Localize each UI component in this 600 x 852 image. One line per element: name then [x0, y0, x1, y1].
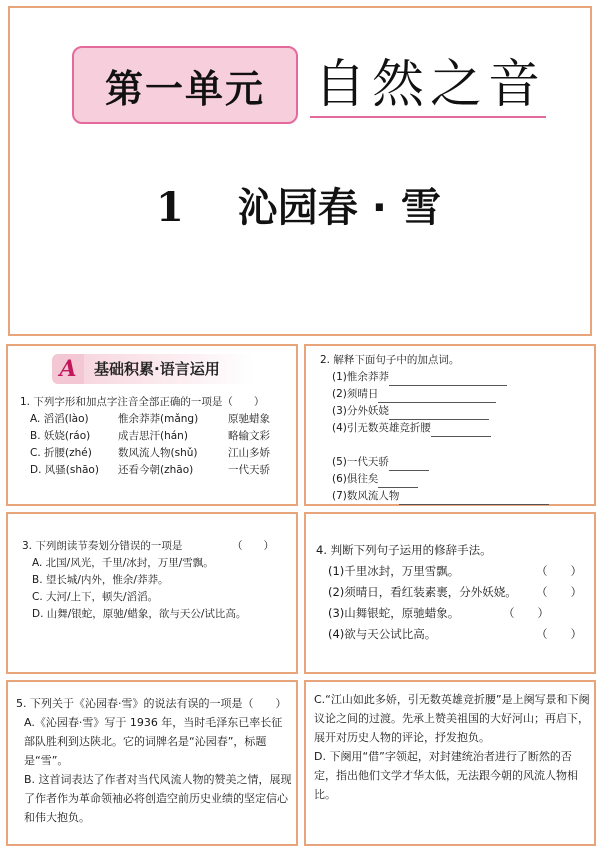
answer-paren[interactable]: （ ）	[503, 606, 549, 620]
q3-option: D. 山舞/银蛇，原驰/蜡象，欲与天公/试比高。	[32, 608, 247, 620]
unit-underline	[310, 116, 546, 118]
answer-blank[interactable]	[389, 407, 489, 420]
q1-cell: D. 风骚(shāo)	[30, 464, 99, 476]
q3-option: A. 北国/风光，千里/冰封，万里/雪飘。	[32, 557, 214, 569]
q1-cell: 略输文彩	[228, 430, 270, 442]
question-5-continued-panel	[304, 680, 596, 846]
unit-label: 第一单元	[104, 66, 265, 111]
q1-cell: B. 妖娆(ráo)	[30, 430, 91, 442]
unit-label-box	[72, 46, 298, 124]
question-5-panel	[6, 680, 298, 846]
question-2-stem: 2. 解释下面句子中的加点词。	[320, 354, 460, 366]
q1-option-row	[20, 428, 292, 445]
q1-cell: 还看今朝(zhāo)	[118, 464, 194, 476]
lesson-title: 沁园春 · 雪	[237, 185, 441, 231]
question-4	[316, 540, 586, 645]
answer-blank[interactable]	[389, 373, 507, 386]
lesson-number: 1	[156, 184, 184, 231]
question-4-panel	[304, 512, 596, 674]
q5-option-a: A.《沁园春·雪》写于 1936 年，当时毛泽东已率长征部队胜利到达陕北。它的词牌名是“沁园春”，标题是“雪”。	[24, 716, 283, 767]
unit-name: 自然之音	[314, 55, 547, 115]
q3-option: B. 望长城/内外，惟余/莽莽。	[32, 574, 169, 586]
answer-blank[interactable]	[378, 390, 496, 403]
q2-item: (7)数风流人物	[332, 488, 586, 505]
answer-paren[interactable]: （ ）	[232, 540, 274, 552]
question-3-stem: 3. 下列朗读节奏划分错误的一项是	[22, 540, 183, 552]
q5-option-b: B. 这首词表达了作者对当代风流人物的赞美之情，展现了作者作为革命领袖必将创造空前历史业绩的坚定信心和伟大抱负。	[24, 773, 292, 824]
answer-paren[interactable]: （ ）	[536, 564, 582, 578]
q2-item: (1)惟余莽莽	[332, 369, 586, 386]
question-3	[22, 538, 288, 623]
question-3-stem-row	[22, 538, 288, 555]
q3-option: C. 大河/上下，顿失/滔滔。	[32, 591, 159, 603]
q1-cell: 数风流人物(shǔ)	[118, 447, 198, 459]
q1-option-row	[20, 462, 292, 479]
q1-cell: 江山多娇	[228, 447, 270, 459]
q2-item: (3)分外妖娆	[332, 403, 586, 420]
q1-cell: 原驰蜡象	[228, 413, 270, 425]
question-1-panel	[6, 344, 298, 506]
q4-item: (1)千里冰封，万里雪飘。 （ ）	[328, 561, 586, 582]
question-1	[20, 394, 292, 479]
q5-option-c: C.“江山如此多娇，引无数英雄竞折腰”是上阕写景和下阕议论之间的过渡。先承上赞美祖国的大好河山；再启下，展开对历史人物的评论，抒发抱负。	[314, 693, 590, 744]
question-1-stem: 1. 下列字形和加点字注音全部正确的一项是（ ）	[20, 396, 265, 408]
q4-item: (3)山舞银蛇，原驰蜡象。 （ ）	[328, 603, 586, 624]
answer-blank[interactable]	[431, 424, 491, 437]
q2-item: (4)引无数英雄竞折腰	[332, 420, 586, 437]
q2-item: (2)须晴日	[332, 386, 586, 403]
question-4-stem: 4. 判断下列句子运用的修辞手法。	[316, 543, 492, 557]
question-2	[320, 352, 586, 505]
q1-option-row	[20, 411, 292, 428]
q1-cell: 一代天骄	[228, 464, 270, 476]
q1-cell: 惟余莽莽(mǎng)	[118, 413, 199, 425]
q1-cell: C. 折腰(zhé)	[30, 447, 92, 459]
lesson-heading	[156, 176, 441, 233]
section-title: 基础积累·语言运用	[84, 354, 262, 384]
q1-cell: 成吉思汗(hán)	[118, 430, 188, 442]
answer-paren[interactable]: （ ）	[536, 585, 582, 599]
question-2-panel	[304, 344, 596, 506]
answer-paren[interactable]: （ ）	[536, 627, 582, 641]
title-panel	[8, 6, 592, 336]
answer-blank[interactable]	[378, 475, 418, 488]
section-letter: A	[52, 354, 84, 384]
section-header	[52, 354, 262, 384]
question-5	[16, 694, 292, 827]
q2-item: (6)俱往矣	[332, 471, 586, 488]
q1-cell: A. 滔滔(lào)	[30, 413, 89, 425]
question-5-continued	[314, 690, 590, 804]
q4-item: (4)欲与天公试比高。 （ ）	[328, 624, 586, 645]
q1-option-row	[20, 445, 292, 462]
question-5-stem: 5. 下列关于《沁园春·雪》的说法有误的一项是（ ）	[16, 697, 287, 710]
q2-item: (5)一代天骄	[332, 454, 586, 471]
answer-blank[interactable]	[399, 492, 549, 505]
q5-option-d: D. 下阕用“借”字领起，对封建统治者进行了断然的否定，指出他们文学才华太低，无法跟今朝的风流人物相比。	[314, 750, 578, 801]
q4-item: (2)须晴日，看红装素裹，分外妖娆。 （ ）	[328, 582, 586, 603]
answer-blank[interactable]	[389, 458, 429, 471]
question-3-panel	[6, 512, 298, 674]
